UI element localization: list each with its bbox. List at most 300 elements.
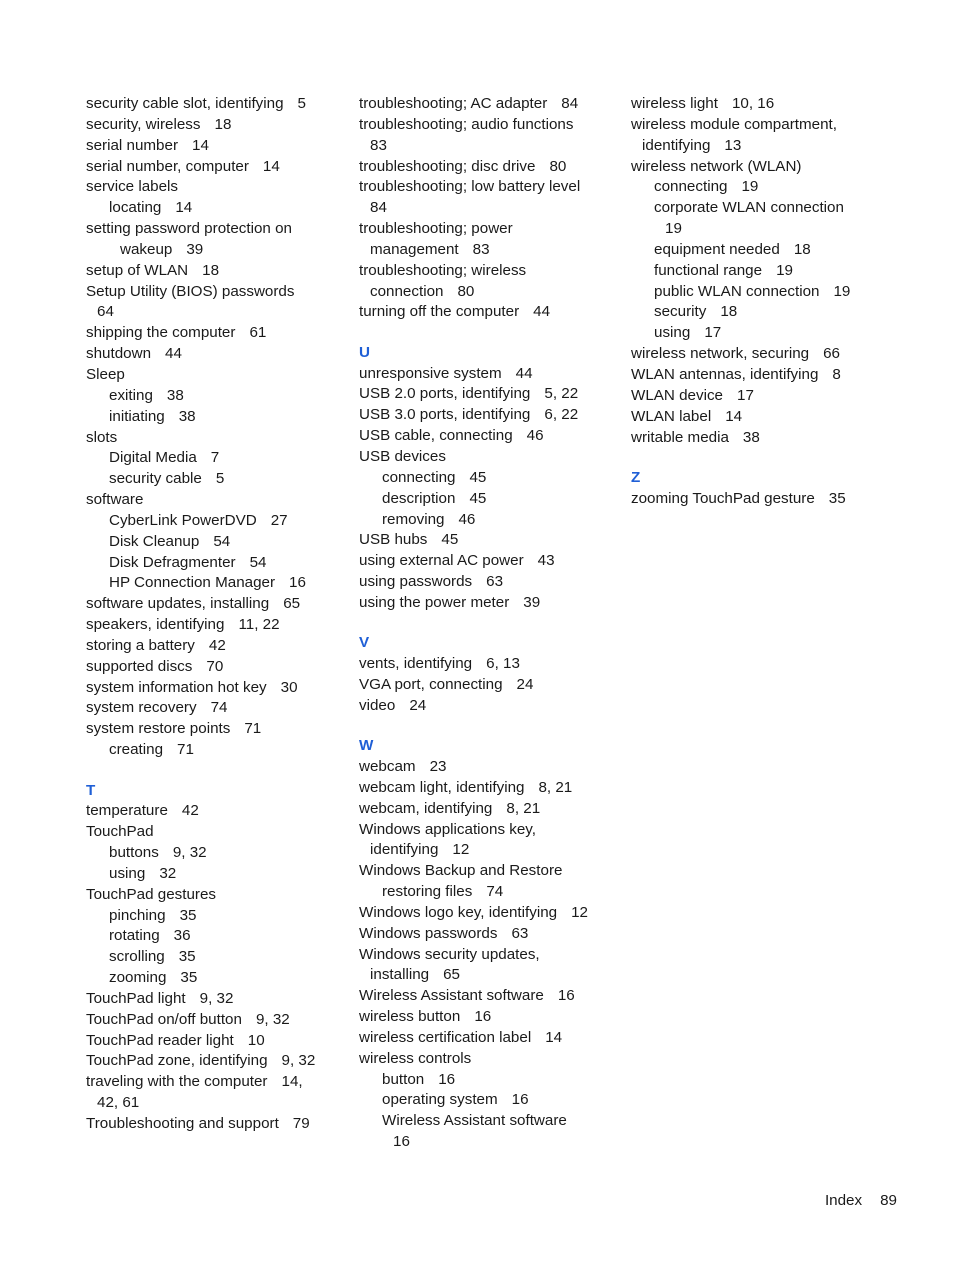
index-entry-page: 6, 13: [486, 655, 520, 673]
index-entry-term: installing: [370, 966, 430, 984]
footer-page-number: 89: [880, 1192, 897, 1209]
index-entry-page: 19: [776, 261, 793, 279]
index-entry-term: management: [370, 240, 459, 258]
index-entry: [359, 302, 621, 323]
index-entry: [86, 801, 348, 822]
index-entry-term: software: [86, 491, 144, 509]
index-entry-page: 14: [262, 157, 280, 175]
index-entry: [359, 965, 621, 986]
index-entry-term: description: [382, 489, 456, 507]
index-entry-page: 38: [166, 386, 184, 404]
index-entry: [631, 323, 893, 344]
index-entry: [359, 115, 621, 136]
index-entry-term: using external AC power: [359, 552, 524, 570]
index-entry-page: 54: [249, 553, 267, 571]
index-entry-term: button: [382, 1070, 425, 1088]
index-entry: [86, 198, 348, 219]
index-entry: [359, 551, 621, 572]
index-entry-term: Digital Media: [109, 449, 197, 467]
index-entry-term: webcam light, identifying: [359, 778, 525, 796]
index-entry: [359, 903, 621, 924]
index-entry: [86, 428, 348, 449]
index-entry-page: 14: [545, 1028, 563, 1046]
index-entry-term: security, wireless: [86, 115, 201, 133]
index-entry: [359, 1090, 621, 1111]
index-entry-page: 39: [186, 240, 204, 258]
index-entry: [631, 489, 893, 510]
index-entry-term: Disk Defragmenter: [109, 553, 236, 571]
index-entry-term: wakeup: [120, 240, 173, 258]
index-entry-page: 18: [214, 115, 232, 133]
index-entry: [359, 654, 621, 675]
index-entry-term: TouchPad reader light: [86, 1031, 234, 1049]
index-entry-page: 9, 32: [281, 1052, 316, 1070]
index-entry-term: restoring files: [382, 883, 473, 901]
index-entry: [359, 489, 621, 510]
index-column-3: [631, 94, 893, 510]
index-entry-page: 10: [247, 1031, 265, 1049]
index-entry-term: traveling with the computer: [86, 1073, 268, 1091]
index-entry: [86, 968, 348, 989]
index-entry: [86, 573, 348, 594]
index-entry: [86, 906, 348, 927]
index-entry-term: serial number, computer: [86, 157, 249, 175]
index-entry-term: rotating: [109, 927, 160, 945]
index-entry-term: troubleshooting; wireless: [359, 261, 527, 279]
index-entry: [631, 157, 893, 178]
index-entry: [631, 386, 893, 407]
index-entry: [86, 885, 348, 906]
index-entry: [359, 405, 621, 426]
index-entry-term: Wireless Assistant software: [382, 1112, 567, 1130]
index-entry-page: 5: [215, 470, 225, 488]
index-entry-page: 10, 16: [731, 95, 775, 112]
index-entry-term: connecting: [654, 178, 728, 196]
index-letter-heading: T: [86, 781, 96, 799]
index-entry-term: security: [654, 303, 707, 321]
index-entry-term: USB devices: [359, 448, 446, 465]
index-entry-page: 74: [210, 699, 228, 717]
index-entry-page: 27: [270, 511, 288, 529]
index-entry-term: using the power meter: [359, 593, 510, 611]
index-entry: [86, 407, 348, 428]
index-entry-term: shipping the computer: [86, 324, 236, 342]
index-entry-term: 83: [370, 136, 387, 154]
index-entry-term: TouchPad gestures: [86, 885, 217, 903]
index-entry: [86, 344, 348, 365]
index-entry-term: TouchPad light: [86, 989, 186, 1007]
index-entry: [86, 1051, 348, 1072]
index-entry: [86, 261, 348, 282]
index-entry: [631, 198, 893, 219]
index-entry-page: 36: [173, 927, 191, 945]
index-entry-page: 18: [202, 261, 220, 279]
index-entry-page: 8, 21: [538, 778, 573, 796]
index-entry-term: VGA port, connecting: [359, 675, 503, 693]
index-entry-page: 16: [438, 1070, 456, 1088]
index-entry-page: 16: [557, 987, 575, 1005]
index-entry-page: 35: [180, 969, 198, 987]
index-entry: [631, 240, 893, 261]
index-entry-page: 44: [165, 345, 182, 363]
index-entry-page: 19: [833, 282, 851, 300]
index-entry: [631, 282, 893, 303]
index-entry: [359, 530, 621, 551]
index-entry: [86, 532, 348, 553]
index-entry: [631, 177, 893, 198]
index-entry-page: 8: [832, 365, 841, 383]
index-entry-term: TouchPad on/off button: [86, 1010, 242, 1028]
index-entry-term: creating: [109, 741, 164, 759]
index-entry: [86, 1114, 348, 1135]
index-entry-page: 18: [793, 240, 811, 258]
index-entry-term: serial number: [86, 136, 179, 154]
index-entry-page: 24: [516, 675, 534, 693]
index-entry: [359, 364, 621, 385]
index-entry: [86, 282, 348, 303]
index-entry: [631, 115, 893, 136]
index-entry-term: corporate WLAN connection: [654, 199, 844, 217]
index-entry-page: 70: [206, 657, 224, 675]
index-entry-page: 5, 22: [544, 385, 579, 403]
index-entry-page: 16: [511, 1091, 529, 1109]
index-entry: [86, 469, 348, 490]
index-entry-term: setup of WLAN: [86, 261, 189, 279]
index-entry: [359, 1049, 621, 1070]
index-entry-page: 71: [244, 720, 262, 738]
index-entry-term: service labels: [86, 178, 179, 196]
index-entry-term: exiting: [109, 386, 153, 404]
index-entry-page: 63: [486, 573, 504, 591]
index-entry-page: 18: [720, 303, 738, 321]
index-entry-term: wireless controls: [359, 1049, 472, 1067]
index-entry: [86, 1031, 348, 1052]
index-entry: [86, 448, 348, 469]
index-entry-term: webcam: [359, 757, 416, 775]
index-entry-page: 35: [178, 948, 196, 966]
index-entry-term: Wireless Assistant software: [359, 987, 544, 1005]
index-entry-term: public WLAN connection: [654, 282, 820, 300]
index-entry-term: HP Connection Manager: [109, 574, 276, 592]
index-entry-term: writable media: [631, 428, 729, 446]
index-entry-page: 83: [472, 240, 490, 258]
index-entry-page: 14: [192, 136, 209, 154]
index-entry: [359, 468, 621, 489]
index-entry: [359, 778, 621, 799]
index-entry: [86, 594, 348, 615]
index-entry-page: 54: [213, 532, 231, 550]
index-entry-page: 46: [458, 510, 476, 528]
index-entry-term: vents, identifying: [359, 655, 473, 673]
index-entry-page: 65: [443, 966, 461, 984]
index-entry-term: supported discs: [86, 657, 193, 675]
index-letter-heading: U: [359, 343, 370, 361]
index-entry-term: software updates, installing: [86, 595, 270, 613]
index-entry-page: 12: [452, 841, 470, 859]
index-entry-page: 14: [175, 199, 193, 217]
index-entry-term: USB hubs: [359, 531, 428, 549]
index-entry: [631, 302, 893, 323]
index-entry-page: 9, 32: [255, 1010, 290, 1028]
index-entry: [359, 198, 621, 219]
index-entry: [359, 240, 621, 261]
index-entry: [359, 593, 621, 614]
index-entry-page: 35: [179, 906, 197, 924]
index-entry: [359, 261, 621, 282]
index-entry-page: 7: [210, 449, 220, 467]
index-entry-term: troubleshooting; audio functions: [359, 115, 574, 133]
index-entry-page: 17: [704, 324, 722, 342]
index-entry-page: 45: [469, 468, 487, 486]
index-entry-page: 43: [537, 552, 555, 570]
index-entry-page: 80: [457, 282, 475, 300]
index-entry-page: 79: [292, 1115, 310, 1132]
index-entry-term: Windows Backup and Restore: [359, 862, 563, 880]
index-entry-term: troubleshooting; disc drive: [359, 157, 536, 175]
index-entry-term: WLAN device: [631, 386, 724, 404]
index-entry-term: Windows logo key, identifying: [359, 903, 558, 921]
index-entry-term: using: [654, 324, 691, 342]
index-entry-term: wireless light: [631, 95, 718, 112]
index-entry: [359, 1028, 621, 1049]
index-entry: [359, 572, 621, 593]
index-entry-term: webcam, identifying: [359, 799, 493, 817]
index-column-1: [86, 94, 348, 1135]
index-entry-page: 42: [181, 802, 199, 820]
index-entry-term: wireless button: [359, 1008, 461, 1026]
index-entry-term: unresponsive system: [359, 364, 502, 382]
index-entry-page: 5: [297, 95, 306, 112]
index-entry: [631, 407, 893, 428]
index-entry: [86, 386, 348, 407]
index-entry: [359, 1132, 621, 1153]
index-entry-term: security cable slot, identifying: [86, 95, 284, 112]
index-entry: [359, 696, 621, 717]
index-column-2: [359, 94, 621, 1153]
index-entry: [631, 94, 893, 115]
index-entry: [86, 989, 348, 1010]
index-entry: [86, 822, 348, 843]
index-entry: [86, 511, 348, 532]
index-entry: [86, 553, 348, 574]
index-letter-heading: W: [359, 737, 374, 755]
index-entry-term: pinching: [109, 906, 166, 924]
index-entry-term: 42, 61: [97, 1094, 140, 1112]
index-entry-term: USB 3.0 ports, identifying: [359, 406, 531, 424]
index-entry-term: temperature: [86, 802, 168, 820]
index-entry-page: 63: [511, 924, 529, 942]
index-entry-page: 44: [533, 303, 551, 321]
index-entry: [86, 323, 348, 344]
index-entry-term: slots: [86, 428, 118, 446]
index-entry-term: equipment needed: [654, 240, 780, 258]
index-entry-term: system information hot key: [86, 678, 267, 696]
index-entry-page: 23: [429, 757, 447, 775]
index-entry: [359, 799, 621, 820]
index-entry-term: wireless network (WLAN): [631, 157, 802, 175]
index-entry: [86, 490, 348, 511]
index-entry-term: connection: [370, 282, 444, 300]
index-entry: [631, 219, 893, 240]
index-entry-page: 16: [289, 574, 306, 592]
index-entry: [86, 615, 348, 636]
index-entry: [359, 945, 621, 966]
index-entry: [86, 1093, 348, 1114]
index-entry-term: Windows passwords: [359, 924, 498, 942]
index-entry: [86, 219, 348, 240]
index-entry-term: troubleshooting; low battery level: [359, 178, 581, 196]
index-entry: [359, 1007, 621, 1028]
index-entry: [86, 698, 348, 719]
index-entry-term: wireless module compartment,: [631, 115, 837, 133]
index-entry: [86, 719, 348, 740]
index-entry: [86, 1010, 348, 1031]
index-entry-page: 30: [280, 678, 298, 696]
footer-label: Index: [824, 1192, 863, 1209]
index-entry: [359, 447, 621, 468]
index-entry-term: Disk Cleanup: [109, 532, 200, 550]
index-entry: [359, 986, 621, 1007]
index-entry-term: identifying: [370, 841, 439, 859]
index-entry: [359, 384, 621, 405]
index-entry-term: security cable: [109, 470, 202, 488]
index-entry-page: 39: [523, 593, 541, 611]
index-entry: [86, 843, 348, 864]
index-entry: [359, 882, 621, 903]
index-entry-page: 13: [724, 136, 742, 154]
index-entry-page: 8, 21: [506, 799, 541, 817]
page-footer: [825, 1191, 897, 1211]
index-entry-page: 46: [526, 427, 544, 445]
index-entry-term: using passwords: [359, 573, 473, 591]
index-entry-page: 42: [208, 636, 226, 654]
index-entry-term: Troubleshooting and support: [86, 1115, 279, 1132]
index-entry-term: wireless network, securing: [631, 345, 810, 363]
index-entry: [359, 219, 621, 240]
index-entry-term: Setup Utility (BIOS) passwords: [86, 282, 295, 300]
index-entry-page: 9, 32: [199, 989, 234, 1007]
index-entry: [359, 177, 621, 198]
index-entry-term: speakers, identifying: [86, 616, 225, 634]
index-letter-heading: Z: [631, 468, 641, 486]
index-entry: [359, 426, 621, 447]
index-entry: [359, 136, 621, 157]
index-entry-term: WLAN label: [631, 407, 712, 425]
index-entry-page: 38: [178, 407, 196, 425]
index-entry: [359, 820, 621, 841]
index-entry-page: 71: [177, 741, 194, 759]
index-entry-page: 24: [409, 696, 427, 714]
index-entry-term: system restore points: [86, 720, 231, 738]
index-entry-term: removing: [382, 510, 445, 528]
index-entry-term: initiating: [109, 407, 165, 425]
index-entry-term: using: [109, 864, 146, 882]
index-entry: [359, 1111, 621, 1132]
index-entry-page: 16: [474, 1008, 492, 1026]
index-entry: [359, 94, 621, 115]
index-entry: [86, 864, 348, 885]
index-entry-term: video: [359, 696, 396, 714]
index-entry: [86, 365, 348, 386]
index-entry-term: zooming: [109, 969, 167, 987]
index-entry-page: 38: [742, 428, 760, 446]
index-entry-page: 9, 32: [172, 844, 207, 862]
index-entry: [86, 678, 348, 699]
index-entry: [359, 924, 621, 945]
index-entry-term: troubleshooting; power: [359, 220, 513, 238]
index-entry: [86, 302, 348, 323]
index-entry-page: 80: [549, 157, 567, 175]
index-entry: [359, 675, 621, 696]
index-entry-page: 44: [515, 364, 533, 382]
index-entry-page: 84: [561, 95, 579, 112]
index-entry-term: zooming TouchPad gesture: [631, 489, 815, 507]
index-entry-term: Sleep: [86, 365, 125, 383]
index-letter-heading: V: [359, 634, 370, 652]
index-entry: [86, 177, 348, 198]
index-entry-term: wireless certification label: [359, 1028, 532, 1046]
index-entry: [86, 1072, 348, 1093]
index-entry-page: 17: [737, 386, 754, 404]
index-entry: [359, 282, 621, 303]
index-entry: [86, 926, 348, 947]
index-entry: [86, 240, 348, 261]
index-entry-term: Windows applications key,: [359, 820, 536, 838]
index-entry: [631, 261, 893, 282]
index-entry-term: Windows security updates,: [359, 945, 540, 963]
index-entry-term: functional range: [654, 261, 763, 279]
index-entry-page: 14,: [281, 1073, 303, 1091]
index-entry: [86, 947, 348, 968]
index-entry-term: operating system: [382, 1091, 498, 1109]
index-entry-page: 45: [441, 531, 459, 549]
index-entry: [631, 365, 893, 386]
index-entry: [359, 157, 621, 178]
index-entry-page: 32: [159, 864, 177, 882]
index-entry-term: TouchPad: [86, 823, 154, 841]
index-entry-term: CyberLink PowerDVD: [109, 511, 257, 529]
index-entry-page: 6, 22: [544, 406, 579, 424]
index-entry-term: shutdown: [86, 345, 152, 363]
index-entry-term: WLAN antennas, identifying: [631, 365, 819, 383]
index-entry-term: locating: [109, 199, 162, 217]
index-entry-term: USB cable, connecting: [359, 427, 513, 445]
index-entry: [86, 94, 348, 115]
index-entry-term: storing a battery: [86, 636, 195, 654]
index-entry-term: setting password protection on: [86, 220, 292, 238]
index-entry-term: TouchPad zone, identifying: [86, 1052, 268, 1070]
index-entry: [86, 657, 348, 678]
index-entry-term: scrolling: [109, 948, 165, 966]
index-entry-page: 74: [486, 883, 504, 901]
index-entry: [86, 136, 348, 157]
index-entry-term: USB 2.0 ports, identifying: [359, 385, 531, 403]
index-entry-term: identifying: [642, 136, 711, 154]
index-entry: [359, 757, 621, 778]
index-entry-page: 45: [469, 489, 487, 507]
index-entry-page: 12: [571, 903, 589, 921]
index-entry-term: turning off the computer: [359, 303, 520, 321]
index-entry-page: 61: [249, 324, 267, 342]
index-entry-term: 84: [370, 199, 387, 217]
index-entry: [86, 157, 348, 178]
index-entry: [631, 428, 893, 449]
index-entry: [631, 136, 893, 157]
index-entry: [631, 344, 893, 365]
index-entry: [359, 861, 621, 882]
index-entry-page: 65: [283, 595, 301, 613]
index-entry-term: buttons: [109, 844, 159, 862]
